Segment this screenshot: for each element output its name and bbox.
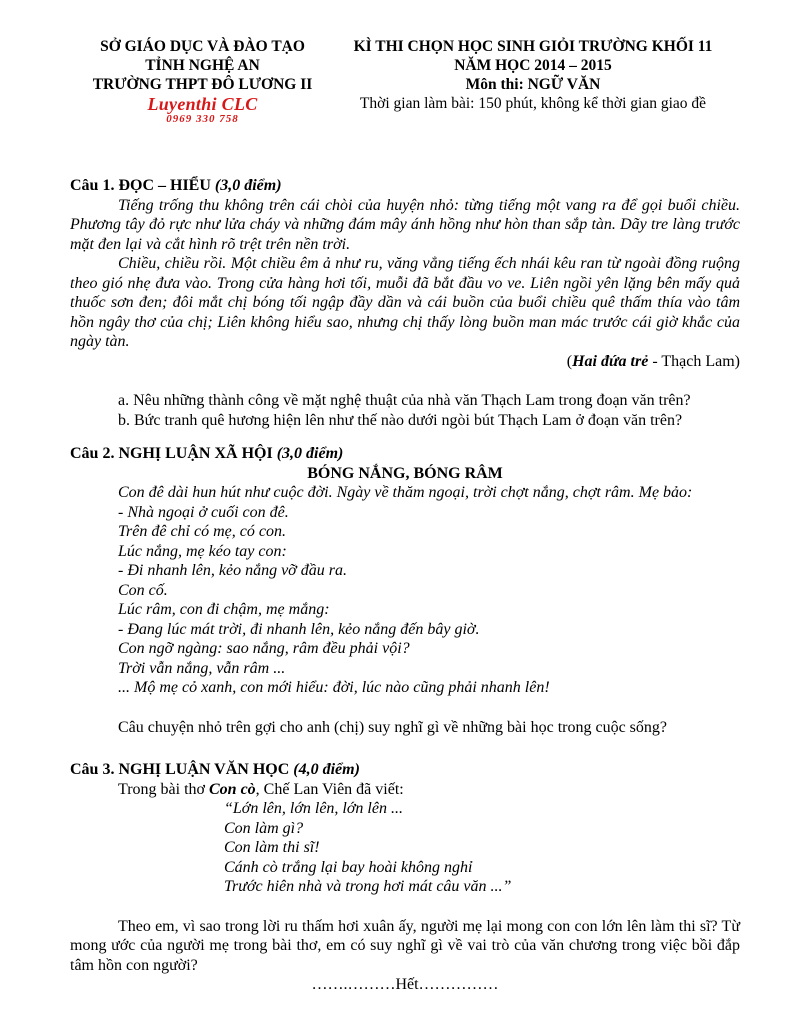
header-department: SỞ GIÁO DỤC VÀ ĐÀO TẠO: [100, 38, 305, 55]
question-2: [70, 444, 740, 737]
question-2-title: Câu 2. NGHỊ LUẬN XÃ HỘI (3,0 điểm): [70, 445, 344, 462]
question-1-points: (3,0 điểm): [214, 177, 282, 194]
exam-subject: Môn thi: NGỮ VĂN: [465, 76, 601, 93]
story-line: Con cố.: [118, 581, 168, 599]
story-line: Trên đê chỉ có mẹ, có con.: [118, 523, 286, 540]
question-1-title: Câu 1. ĐỌC – HIỂU (3,0 điểm): [70, 177, 282, 194]
exam-time: Thời gian làm bài: 150 phút, không kể thời gian giao đề: [359, 95, 707, 112]
poem-excerpt: [70, 799, 740, 897]
header-right: [333, 37, 733, 113]
end-marker: …….………Hết……………: [311, 976, 499, 993]
story-line: Lúc râm, con đi chậm, mẹ mắng:: [118, 601, 330, 618]
question-1a: a. Nêu những thành công về mặt nghệ thuật của nhà văn Thạch Lam trong đoạn văn trên?: [118, 392, 691, 409]
story-text: [70, 483, 740, 698]
story-line: Con ngỡ ngàng: sao nắng, râm đều phải vội?: [118, 640, 410, 657]
passage-paragraph: Chiều, chiều rồi. Một chiều êm ả như ru, văng vẳng tiếng ếch nhái kêu ran từ ngoài đồng ruộng theo gió nhẹ đưa vào. Trong cửa hàng hơi tối, muỗi đã bắt đầu vo ve. Liên ngồi yên lặng bên mấy quả thuốc sơn đen; đôi mắt chị bóng tối ngập đầy dần và cái buồn của buổi chiều quê thấm thía vào tâm hồn ngây thơ của chị; Liên không hiểu sao, nhưng chị thấy lòng buồn man mác trước cái giờ khắc của ngày tàn.: [70, 255, 740, 350]
question-2-points: (3,0 điểm): [276, 445, 344, 462]
poem-line: Con làm gì?: [224, 819, 304, 837]
story-line: - Nhà ngoại ở cuối con đê.: [118, 503, 289, 521]
question-3-title: Câu 3. NGHỊ LUẬN VĂN HỌC (4,0 điểm): [70, 761, 360, 778]
header-school: TRƯỜNG THPT ĐÔ LƯƠNG II: [92, 76, 313, 93]
poem-intro: Trong bài thơ Con cò, Chế Lan Viên đã viết:: [118, 780, 404, 798]
story-line: - Đang lúc mát trời, đi nhanh lên, kẻo nắng đến bây giờ.: [118, 620, 480, 638]
question-2-prompt: Câu chuyện nhỏ trên gợi cho anh (chị) suy nghĩ gì về những bài học trong cuộc sống?: [118, 718, 668, 736]
stamp-brand: Luyenthi CLC: [147, 94, 258, 114]
story-line: Lúc nắng, mẹ kéo tay con:: [118, 542, 287, 560]
poem-line: “Lớn lên, lớn lên, lớn lên ...: [224, 800, 403, 817]
header-province: TỈNH NGHỆ AN: [145, 57, 260, 74]
school-year: NĂM HỌC 2014 – 2015: [454, 57, 612, 74]
header-left: [70, 37, 335, 125]
exam-title: KÌ THI CHỌN HỌC SINH GIỎI TRƯỜNG KHỐI 11: [353, 38, 713, 55]
story-title: BÓNG NẮNG, BÓNG RÂM: [307, 464, 503, 482]
question-3-points: (4,0 điểm): [293, 761, 360, 778]
question-1b: b. Bức tranh quê hương hiện lên như thế nào dưới ngòi bút Thạch Lam ở đoạn văn trên?: [118, 411, 683, 429]
passage-source: (Hai đứa trẻ - Thạch Lam): [566, 352, 740, 370]
story-line: Trời vẫn nắng, vẫn râm ...: [118, 659, 286, 677]
poem-line: Cánh cò trắng lại bay hoài không nghỉ: [224, 858, 473, 876]
source-work: Hai đứa trẻ: [572, 352, 649, 370]
question-1: [70, 176, 740, 430]
poem-line: Con làm thi sĩ!: [224, 839, 320, 856]
poem-line: Trước hiên nhà và trong hơi mát câu văn ...”: [224, 878, 512, 895]
question-3-prompt: Theo em, vì sao trong lời ru thấm hơi xuân ấy, người mẹ lại mong con con lớn lên làm thi sĩ? Từ mong ước của người mẹ trong bài thơ, em có suy nghĩ gì về vai trò của văn chương trong việc bồi đắp tâm hồn con người?: [70, 917, 740, 974]
story-line: - Đi nhanh lên, kẻo nắng vỡ đầu ra.: [118, 562, 347, 579]
question-3: [70, 760, 740, 995]
passage-paragraph: Tiếng trống thu không trên cái chòi của huyện nhỏ: từng tiếng một vang ra để gọi buổi chiều. Phương tây đỏ rực như lửa cháy và những đám mây ánh hồng như hòn than sắp tàn. Dãy tre làng trước mặt đen lại và cắt hình rõ trệt trên nền trời.: [70, 196, 740, 253]
story-line: ... Mộ mẹ cỏ xanh, con mới hiểu: đời, lúc nào cũng phải nhanh lên!: [118, 679, 550, 696]
source-author: - Thạch Lam): [648, 352, 740, 370]
watermark-stamp: [70, 95, 335, 125]
stamp-phone: 0969 330 758: [166, 113, 239, 125]
poem-work: Con cò: [209, 780, 256, 798]
story-line: Con đê dài hun hút như cuộc đời. Ngày về thăm ngoại, trời chợt nắng, chợt râm. Mẹ bảo:: [118, 484, 693, 501]
